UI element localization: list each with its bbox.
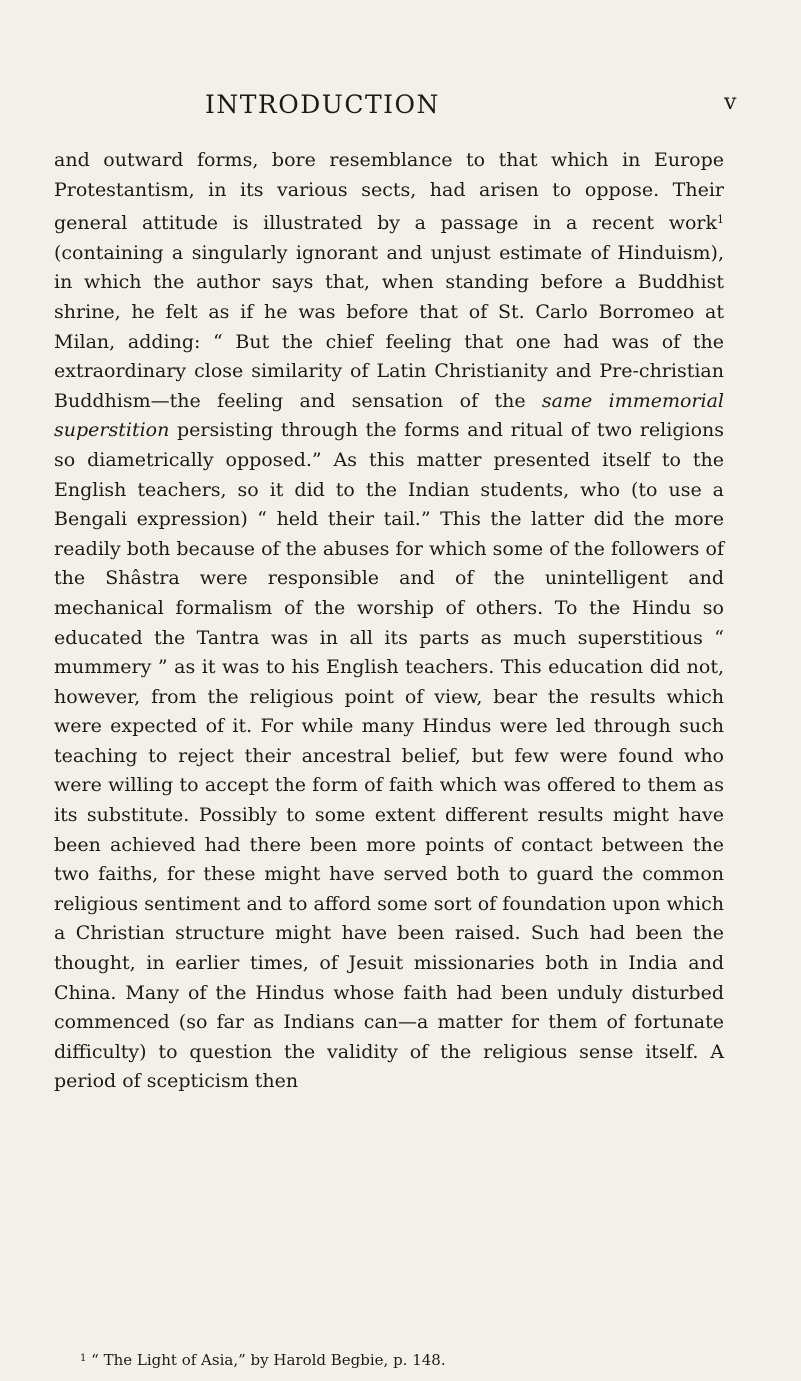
body-text-part-2: (containing a singularly ignorant and unjust estimate of Hinduism), in which the author says that, when standing before a Buddhist shrine, he felt as if he was before that of St. Carlo Borromeo at Milan, adding: “ But the chief feeling that one had was of the extraordinary close similarity of Latin Christianity and Pre-christian Buddhism—the feeling and sensation of the: [54, 241, 724, 412]
body-text-part-3: persisting through the forms and ritual of two religions so diametrically opposed.” As this matter presented itself to the English teachers, so it did to the Indian students, who (to use a Bengali expression) “ held their tail.” This the latter did the more readily both because of the abuses for which some of the followers of the Shâstra were responsible and of the unintelligent and mechanical formalism of the worship of others. To the Hindu so educated the Tantra was in all its parts as much superstitious “ mummery ” as it was to his English teachers. This education did not, however, from the religious point of view, bear the results which were expected of it. For while many Hindus were led through such teaching to reject their ancestral belief, but few were found who were willing to accept the form of faith which was offered to them as its substitute. Possibly to some extent different results might have been achieved had there been more points of contact between the two faiths, for these might have served both to guard the common religious sentiment and to afford some sort of foundation upon which a Christian structure might have been raised. Such had been the thought, in earlier times, of Jesuit missionaries both in India and China. Many of the Hindus whose faith had been unduly disturbed commenced (so far as Indians can—a matter for them of fortunate difficulty) to question the validity of the religious sense itself. A period of scepticism then: [54, 419, 724, 1093]
body-text-part-1: and outward forms, bore resemblance to that which in Europe Protestantism, in its various sects, had arisen to oppose. Their general attitude is illustrated by a passage in a recent work: [54, 149, 724, 235]
emphasized-phrase: same immemorial superstition: [54, 389, 724, 442]
running-title: INTRODUCTION: [205, 90, 440, 119]
footnote-marker: 1: [80, 1353, 87, 1364]
page-number: v: [724, 90, 737, 115]
page-header: [0, 90, 801, 126]
footnote-reference: 1: [717, 213, 724, 227]
body-paragraph: [54, 146, 724, 1097]
footnote-text: “ The Light of Asia,” by Harold Begbie, p. 148.: [86, 1351, 446, 1369]
footnote: [80, 1349, 720, 1370]
